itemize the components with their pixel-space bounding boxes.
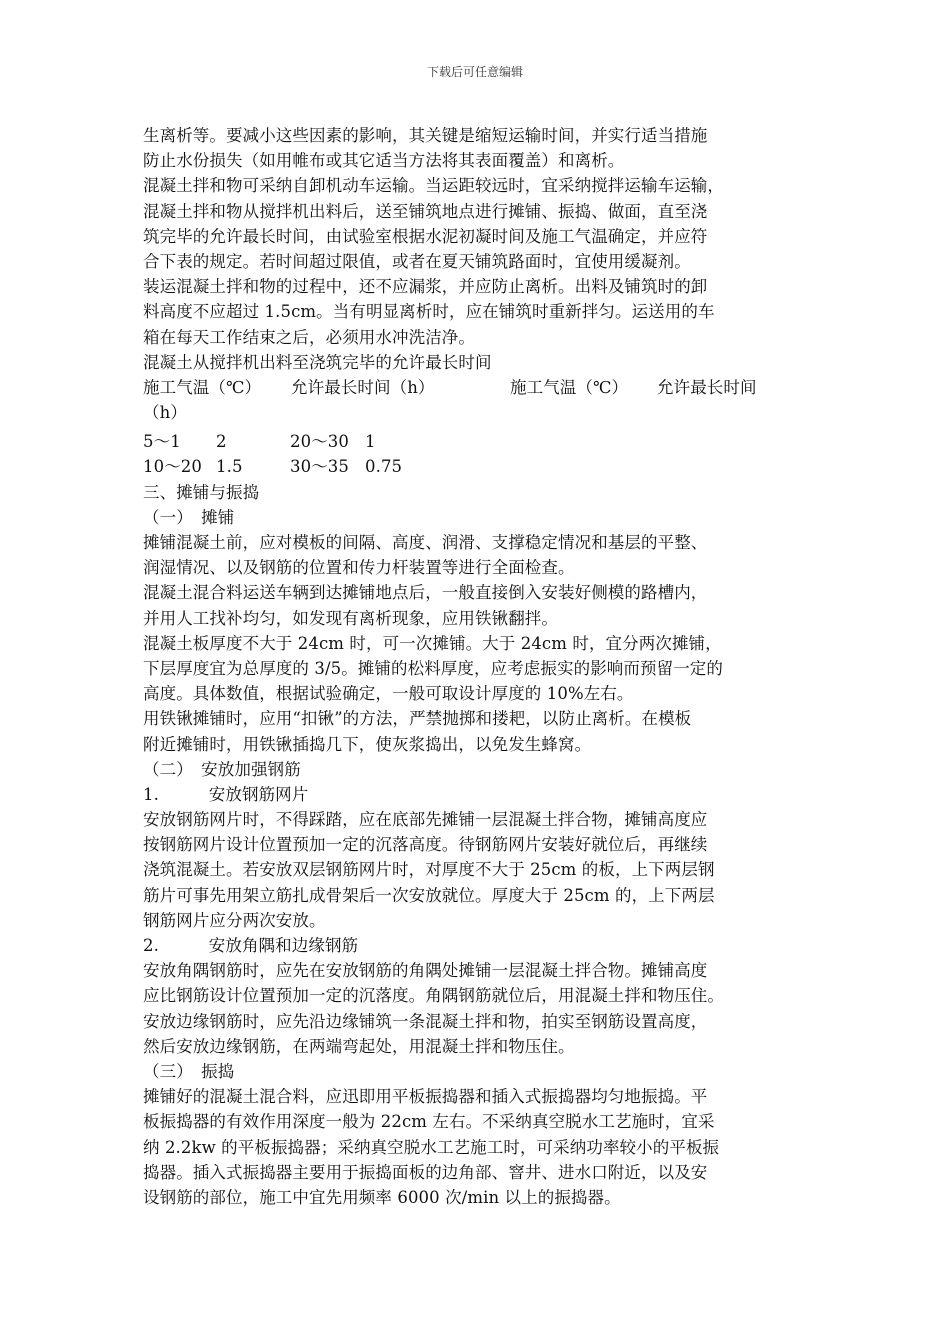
paragraph-line: 防止水份损失（如用帷布或其它适当方法将其表面覆盖）和离析。 — [143, 151, 625, 171]
table-row — [143, 454, 808, 479]
table-cell: 1.5 — [216, 457, 243, 477]
paragraph-line: 板振捣器的有效作用深度一般为 22cm 左右。不采纳真空脱水工艺施时，宜采 — [143, 1112, 715, 1132]
subsection-heading: （三） 振捣 — [143, 1061, 235, 1081]
paragraph-line: 混凝土混合料运送车辆到达摊铺地点后，一般直接倒入安装好侧模的路槽内， — [143, 583, 708, 603]
paragraph-line: 摊铺混凝土前，应对模板的间隔、高度、润滑、支撑稳定情况和基层的平整、 — [143, 533, 708, 552]
table-caption: 混凝土从搅拌机出料至浇筑完毕的允许最长时间 — [143, 352, 492, 372]
table-header-cell: 施工气温（℃） — [510, 377, 629, 397]
table-cell: 10～20 — [143, 457, 202, 477]
subsection-heading: （一） 摊铺 — [143, 507, 235, 527]
paragraph-line: 安放边缘钢筋时，应先沿边缘铺筑一条混凝土拌和物，拍实至钢筋设置高度， — [143, 1011, 708, 1031]
table-cell: 5～1 — [143, 432, 181, 452]
paragraph-line: 摊铺好的混凝土混合料，应迅即用平板振捣器和插入式振捣器均匀地振捣。平 — [143, 1087, 708, 1107]
paragraph-line: 混凝土拌和物从搅拌机出料后，送至铺筑地点进行摊铺、振捣、做面，直至浇 — [143, 201, 708, 221]
paragraph-line: 筑完毕的允许最长时间，由试验室根据水泥初凝时间及施工气温确定，并应符 — [143, 226, 708, 246]
table-cell: 2 — [216, 432, 227, 452]
paragraph-line: 捣器。插入式振捣器主要用于振捣面板的边角部、窨井、进水口附近，以及安 — [143, 1162, 708, 1182]
paragraph-line: 下层厚度宜为总厚度的 3/5。摊铺的松料厚度，应考虑振实的影响而预留一定的 — [143, 658, 723, 678]
paragraph-line: 合下表的规定。若时间超过限值，或者在夏天铺筑路面时，宜使用缓凝剂。 — [143, 251, 691, 271]
paragraph-line: 浇筑混凝土。若安放双层钢筋网片时，对厚度不大于 25cm 的板，上下两层钢 — [143, 860, 715, 880]
paragraph-line: 装运混凝土拌和物的过程中，还不应漏浆，并应防止离析。出料及铺筑时的卸 — [143, 277, 708, 297]
document-body — [143, 123, 808, 1210]
paragraph-line: 安放钢筋网片时，不得踩踏，应在底部先摊铺一层混凝土拌合物，摊铺高度应 — [143, 810, 708, 830]
paragraph-line: 高度。具体数值，根据试验确定，一般可取设计厚度的 10%左右。 — [143, 684, 634, 704]
paragraph-line: 料高度不应超过 1.5cm。当有明显离析时，应在铺筑时重新拌匀。运送用的车 — [143, 302, 715, 322]
paragraph-line: 然后安放边缘钢筋，在两端弯起处，用混凝土拌和物压住。 — [143, 1036, 575, 1056]
paragraph-line: 筋片可事先用架立筋扎成骨架后一次安放就位。厚度大于 25cm 的，上下两层 — [143, 885, 715, 905]
numbered-heading: 1. 安放钢筋网片 — [143, 784, 309, 804]
table-row — [143, 429, 808, 454]
numbered-heading: 2. 安放角隅和边缘钢筋 — [143, 936, 359, 955]
paragraph-line: 润湿情况、以及钢筋的位置和传力杆装置等进行全面检查。 — [143, 558, 575, 578]
paragraph-line: 钢筋网片应分两次安放。 — [143, 910, 326, 930]
paragraph-line: 安放角隅钢筋时，应先在安放钢筋的角隅处摊铺一层混凝土拌合物。摊铺高度 — [143, 961, 708, 981]
paragraph-line: 纳 2.2kw 的平板振捣器；采纳真空脱水工艺施工时，可采纳功率较小的平板振 — [143, 1137, 720, 1157]
paragraph-line: 混凝土拌和物可采纳自卸机动车运输。当运距较远时，宜采纳搅拌运输车运输， — [143, 176, 724, 196]
table-header-row — [143, 375, 808, 400]
page-header: 下载后可任意编辑 — [426, 65, 523, 79]
paragraph-line: 附近摊铺时，用铁锹插捣几下，使灰浆捣出，以免发生蜂窝。 — [143, 734, 592, 754]
table-header-cell: 允许最长时间 — [657, 377, 757, 397]
paragraph-line: 箱在每天工作结束之后，必须用水冲洗洁净。 — [143, 327, 475, 347]
paragraph-line: 设钢筋的部位，施工中宜先用频率 6000 次/min 以上的振捣器。 — [143, 1187, 621, 1207]
paragraph-line: 生离析等。要减小这些因素的影响，其关键是缩短运输时间，并实行适当措施 — [143, 126, 708, 145]
table-cell: 0.75 — [365, 457, 403, 477]
paragraph-line: 按钢筋网片设计位置预加一定的沉落高度。待钢筋网片安装好就位后，再继续 — [143, 835, 708, 855]
table-cell: 30～35 — [290, 457, 349, 477]
paragraph-line: 应比钢筋设计位置预加一定的沉落度。角隅钢筋就位后，用混凝土拌和物压住。 — [143, 986, 724, 1006]
table-cell: 20～30 — [290, 432, 349, 452]
paragraph-line: 用铁锹摊铺时，应用“扣锹”的方法，严禁抛掷和搂耙，以防止离析。在模板 — [143, 709, 692, 729]
subsection-heading: （二） 安放加强钢筋 — [143, 759, 301, 779]
table-header-cell: 施工气温（℃） — [143, 377, 262, 397]
table-cell: 1 — [365, 432, 376, 452]
paragraph-line: 混凝土板厚度不大于 24cm 时，可一次摊铺。大于 24cm 时，宜分两次摊铺， — [143, 633, 722, 653]
table-header-wrap: （h） — [143, 403, 187, 423]
table-header-cell: 允许最长时间（h） — [291, 377, 435, 397]
paragraph-line: 并用人工找补均匀，如发现有离析现象，应用铁锹翻拌。 — [143, 608, 558, 628]
section-heading: 三、摊铺与振捣 — [143, 482, 260, 502]
